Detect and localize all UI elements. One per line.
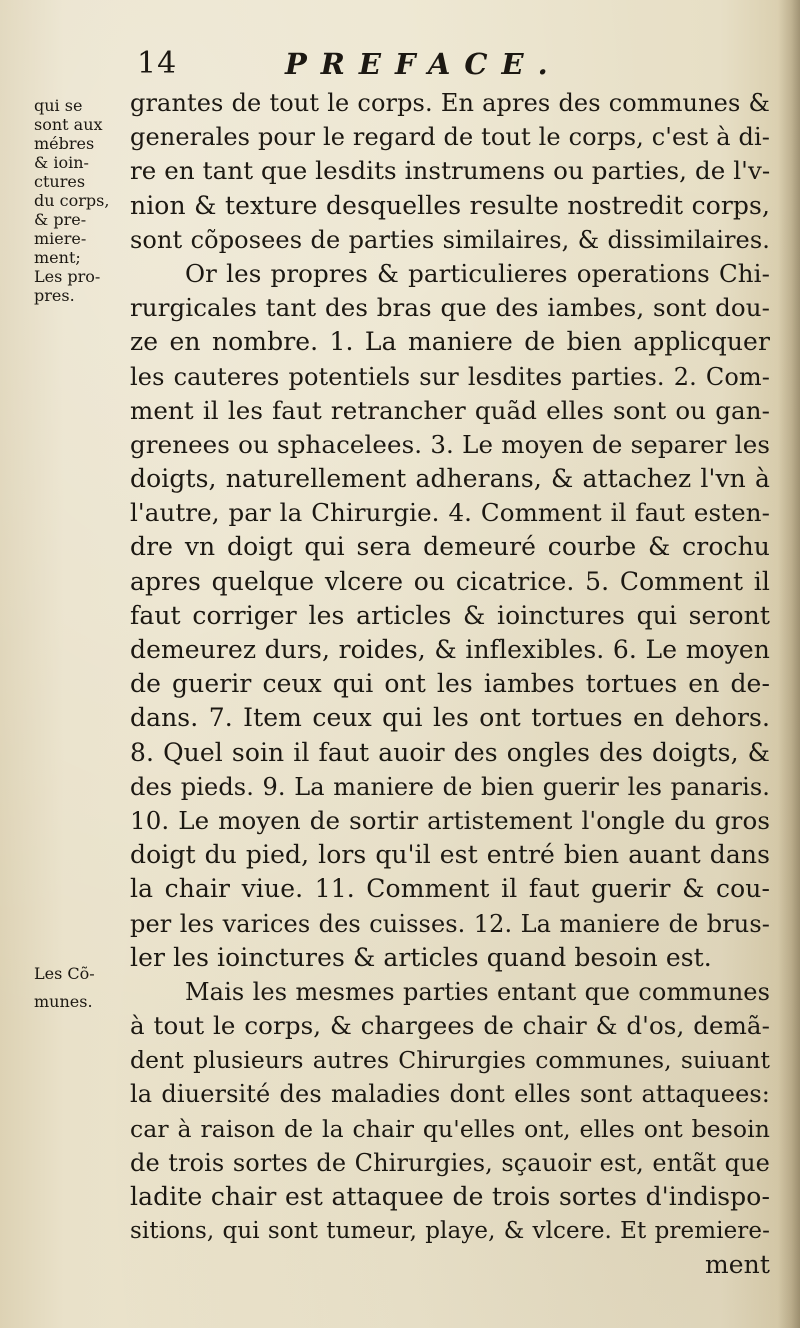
body-text bbox=[130, 86, 770, 1283]
text-line: apres quelque vlcere ou cicatrice. 5. Comment il bbox=[130, 566, 770, 596]
margin-note-line: ctures bbox=[34, 172, 86, 191]
text-line: de guerir ceux qui ont les iambes tortues en de- bbox=[130, 669, 770, 699]
margin-note-line: Les pro- bbox=[34, 267, 101, 286]
text-line: l'autre, par la Chirurgie. 4. Comment il faut esten- bbox=[130, 498, 770, 528]
margin-note-line: pres. bbox=[34, 286, 75, 305]
text-line: à tout le corps, & chargees de chair & d'os, demã- bbox=[130, 1011, 770, 1041]
running-title: PREFACE. bbox=[285, 47, 562, 81]
text-line: doigts, naturellement adherans, & attachez l'vn à bbox=[130, 464, 770, 494]
margin-note-line: miere- bbox=[34, 229, 87, 248]
text-line: dre vn doigt qui sera demeuré courbe & crochu bbox=[130, 532, 770, 562]
text-line: Or les propres & particulieres operations Chi- bbox=[185, 258, 770, 288]
text-line: doigt du pied, lors qu'il est entré bien auant dans bbox=[130, 840, 770, 870]
text-line: per les varices des cuisses. 12. La maniere de brus- bbox=[130, 909, 770, 938]
text-line: la chair viue. 11. Comment il faut guerir & cou- bbox=[130, 874, 770, 904]
margin-note-line: qui se bbox=[34, 96, 83, 115]
text-line: grenees ou sphacelees. 3. Le moyen de separer les bbox=[130, 429, 770, 459]
text-line: grantes de tout le corps. En apres des communes & bbox=[130, 89, 770, 117]
margin-note bbox=[34, 96, 130, 305]
text-line: ment il les faut retrancher quãd elles sont ou gan- bbox=[130, 395, 770, 425]
page-gutter-shadow bbox=[778, 0, 800, 1328]
text-line: ler les ioinctures & articles quand besoin est. bbox=[130, 942, 712, 972]
margin-note-line: ment; bbox=[34, 248, 81, 267]
margin-note bbox=[34, 960, 130, 1016]
text-line: re en tant que lesdits instrumens ou parties, de l'v- bbox=[130, 156, 771, 186]
text-line: des pieds. 9. La maniere de bien guerir les panaris. bbox=[130, 772, 770, 801]
page-number: 14 bbox=[137, 46, 178, 81]
text-line: 10. Le moyen de sortir artistement l'ongle du gros bbox=[130, 805, 770, 835]
page-header bbox=[0, 46, 800, 86]
text-line: nion & texture desquelles resulte nostredit corps, bbox=[130, 190, 770, 220]
text-line: Mais les mesmes parties entant que communes bbox=[185, 977, 770, 1006]
text-line: la diuersité des maladies dont elles sont attaquees: bbox=[130, 1080, 770, 1109]
text-line: sitions, qui sont tumeur, playe, & vlcere. Et premiere- bbox=[130, 1218, 770, 1245]
margin-note-line: sont aux bbox=[34, 115, 103, 134]
margin-note-line: du corps, bbox=[34, 191, 110, 210]
text-line: generales pour le regard de tout le corps, c'est à di- bbox=[130, 123, 770, 152]
margin-note-line: mébres bbox=[34, 134, 95, 153]
text-line: dans. 7. Item ceux qui les ont tortues en dehors. bbox=[130, 703, 770, 733]
text-line: de trois sortes de Chirurgies, sçauoir est, entãt que bbox=[130, 1148, 770, 1177]
text-line: ladite chair est attaquee de trois sortes d'indispo- bbox=[130, 1182, 770, 1211]
text-line: car à raison de la chair qu'elles ont, elles ont besoin bbox=[130, 1114, 770, 1143]
text-line: sont cõposees de parties similaires, & dissimilaires. bbox=[130, 225, 770, 254]
text-line: ze en nombre. 1. La maniere de bien applicquer bbox=[130, 327, 770, 357]
catchword: ment bbox=[704, 1250, 770, 1280]
text-line: demeurez durs, roides, & inflexibles. 6. Le moyen bbox=[130, 635, 770, 664]
text-line: 8. Quel soin il faut auoir des ongles des doigts, & bbox=[130, 737, 770, 767]
text-line: faut corriger les articles & ioinctures qui seront bbox=[130, 600, 770, 630]
text-line: dent plusieurs autres Chirurgies communes, suiuant bbox=[130, 1046, 770, 1075]
margin-note-line: & ioin- bbox=[34, 153, 89, 172]
text-line: rurgicales tant des bras que des iambes, sont dou- bbox=[130, 293, 770, 323]
text-line: les cauteres potentiels sur lesdites parties. 2. Com- bbox=[130, 362, 770, 391]
margin-note-line: Les Cõ- bbox=[34, 964, 95, 983]
margin-note-line: munes. bbox=[34, 992, 93, 1011]
margin-note-line: & pre- bbox=[34, 210, 87, 229]
